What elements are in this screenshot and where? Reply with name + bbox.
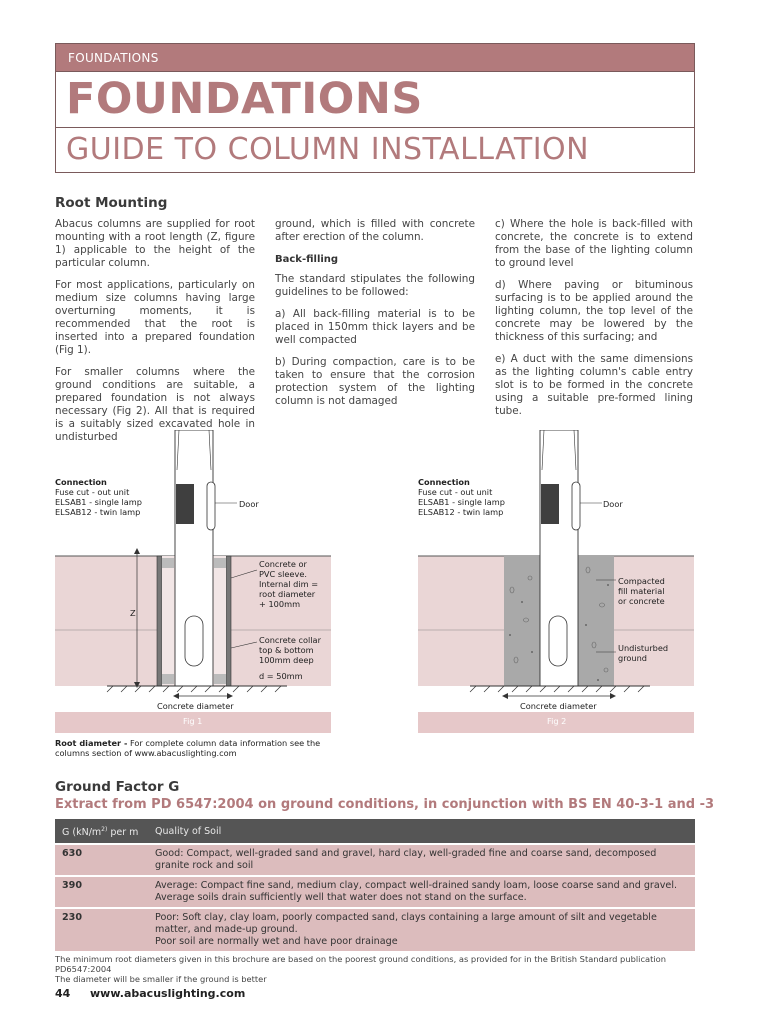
- paragraph: For smaller columns where the ground conditions are suitable, a prepared foundation is not always necessary (Fig 2). All that is required is a suitably sized excavated hole in undisturbed: [55, 366, 255, 443]
- paragraph: c) Where the hole is back-filled with concrete, the concrete is to extend from the base of the lighting column to ground level: [495, 218, 693, 269]
- fig2-caption: Fig 2: [547, 716, 567, 726]
- page-number: 44: [55, 987, 71, 1000]
- table-row: [55, 843, 695, 875]
- column-header-quality: Quality of Soil: [155, 826, 222, 837]
- table-header: [55, 819, 695, 843]
- paragraph: The standard stipulates the following guidelines to be followed:: [275, 273, 475, 298]
- page-title-box: [55, 72, 695, 128]
- page-subtitle: GUIDE TO COLUMN INSTALLATION: [66, 132, 590, 167]
- fig2-compacted-label: Compacted fill material or concrete: [618, 576, 665, 606]
- fig2-diameter-label: Concrete diameter: [520, 701, 597, 711]
- text-column-1: [55, 218, 255, 453]
- backfilling-heading: Back-filling: [275, 254, 339, 265]
- website-link[interactable]: www.abacuslighting.com: [90, 987, 246, 1000]
- root-mounting-title: Root Mounting: [55, 195, 168, 211]
- paragraph: a) All back-filling material is to be placed in 150mm thick layers and be well compacted: [275, 308, 475, 346]
- section-band: [55, 43, 695, 72]
- fig1-connection-label: Connection Fuse cut - out unit ELSAB1 - single lamp ELSAB12 - twin lamp: [55, 477, 142, 517]
- fig1-z-label: Z: [130, 608, 136, 618]
- g-value: 630: [62, 848, 83, 859]
- soil-quality: Poor: Soft clay, clay loam, poorly compacted sand, clays containing a large amount of silt and vegetable matter, and made-up ground. Poor soil are normally wet and have poor drainage: [155, 912, 657, 947]
- fig1-diameter-label: Concrete diameter: [157, 701, 234, 711]
- root-diameter-note: Root diameter - For complete column data information see the columns section of www.abacuslighting.com: [55, 738, 321, 758]
- footnote: The minimum root diameters given in this brochure are based on the poorest ground conditions, as provided for in the British Standard publication PD6547:2004 The diameter will be smaller if the ground is better: [55, 954, 666, 984]
- paragraph: ground, which is filled with concrete after erection of the column.: [275, 218, 475, 243]
- text-column-3: [495, 218, 693, 427]
- paragraph: For most applications, particularly on medium size columns having large overturning moments, it is recommended that the root is inserted into a prepared foundation (Fig 1).: [55, 279, 255, 356]
- paragraph: b) During compaction, care is to be taken to ensure that the corrosion protection system of the lighting column is not damaged: [275, 356, 475, 407]
- section-band-label: FOUNDATIONS: [68, 51, 159, 65]
- paragraph: Abacus columns are supplied for root mounting with a root length (Z, figure 1) applicable to the height of the particular column.: [55, 218, 255, 269]
- fig1-d-label: d = 50mm: [259, 671, 303, 681]
- fig2-door-label: Door: [603, 499, 623, 509]
- table-row: [55, 907, 695, 951]
- g-value: 230: [62, 912, 83, 923]
- fig1-collar-label: Concrete collar top & bottom 100mm deep: [259, 635, 321, 665]
- ground-factor-table: [55, 819, 695, 951]
- paragraph: d) Where paving or bituminous surfacing is to be applied around the lighting column, the top level of the concrete may be lowered by the thickness of this surfacing; and: [495, 279, 693, 343]
- column-header-g: G ($kN/m^{2)}$ per m: [62, 826, 139, 839]
- soil-quality: Good: Compact, well-graded sand and gravel, hard clay, well-graded fine and coarse sand, decomposed granite rock and soil: [155, 848, 657, 871]
- soil-quality: Average: Compact fine sand, medium clay, compact well-drained sandy loam, loose coarse sand and gravel. Average soils drain sufficiently well that water does not stand on the surface.: [155, 880, 678, 903]
- paragraph: e) A duct with the same dimensions as the lighting column's cable entry slot is to be formed in the concrete using a suitable pre-formed lining tube.: [495, 353, 693, 417]
- page-title: FOUNDATIONS: [66, 74, 423, 124]
- text-column-2: [275, 218, 475, 417]
- fig1-sleeve-label: Concrete or PVC sleeve. Internal dim = root diameter + 100mm: [259, 559, 319, 609]
- fig2-connection-label: Connection Fuse cut - out unit ELSAB1 - single lamp ELSAB12 - twin lamp: [418, 477, 505, 517]
- fig1-door-label: Door: [239, 499, 259, 509]
- ground-factor-subtitle: Extract from PD 6547:2004 on ground conditions, in conjunction with BS EN 40-3-1 and -3: [55, 797, 715, 812]
- table-row: [55, 875, 695, 907]
- fig2-undisturbed-label: Undisturbed ground: [618, 643, 669, 663]
- ground-factor-title: Ground Factor G: [55, 779, 180, 795]
- g-value: 390: [62, 880, 83, 891]
- page-subtitle-box: [55, 127, 695, 173]
- fig1-caption: Fig 1: [183, 716, 203, 726]
